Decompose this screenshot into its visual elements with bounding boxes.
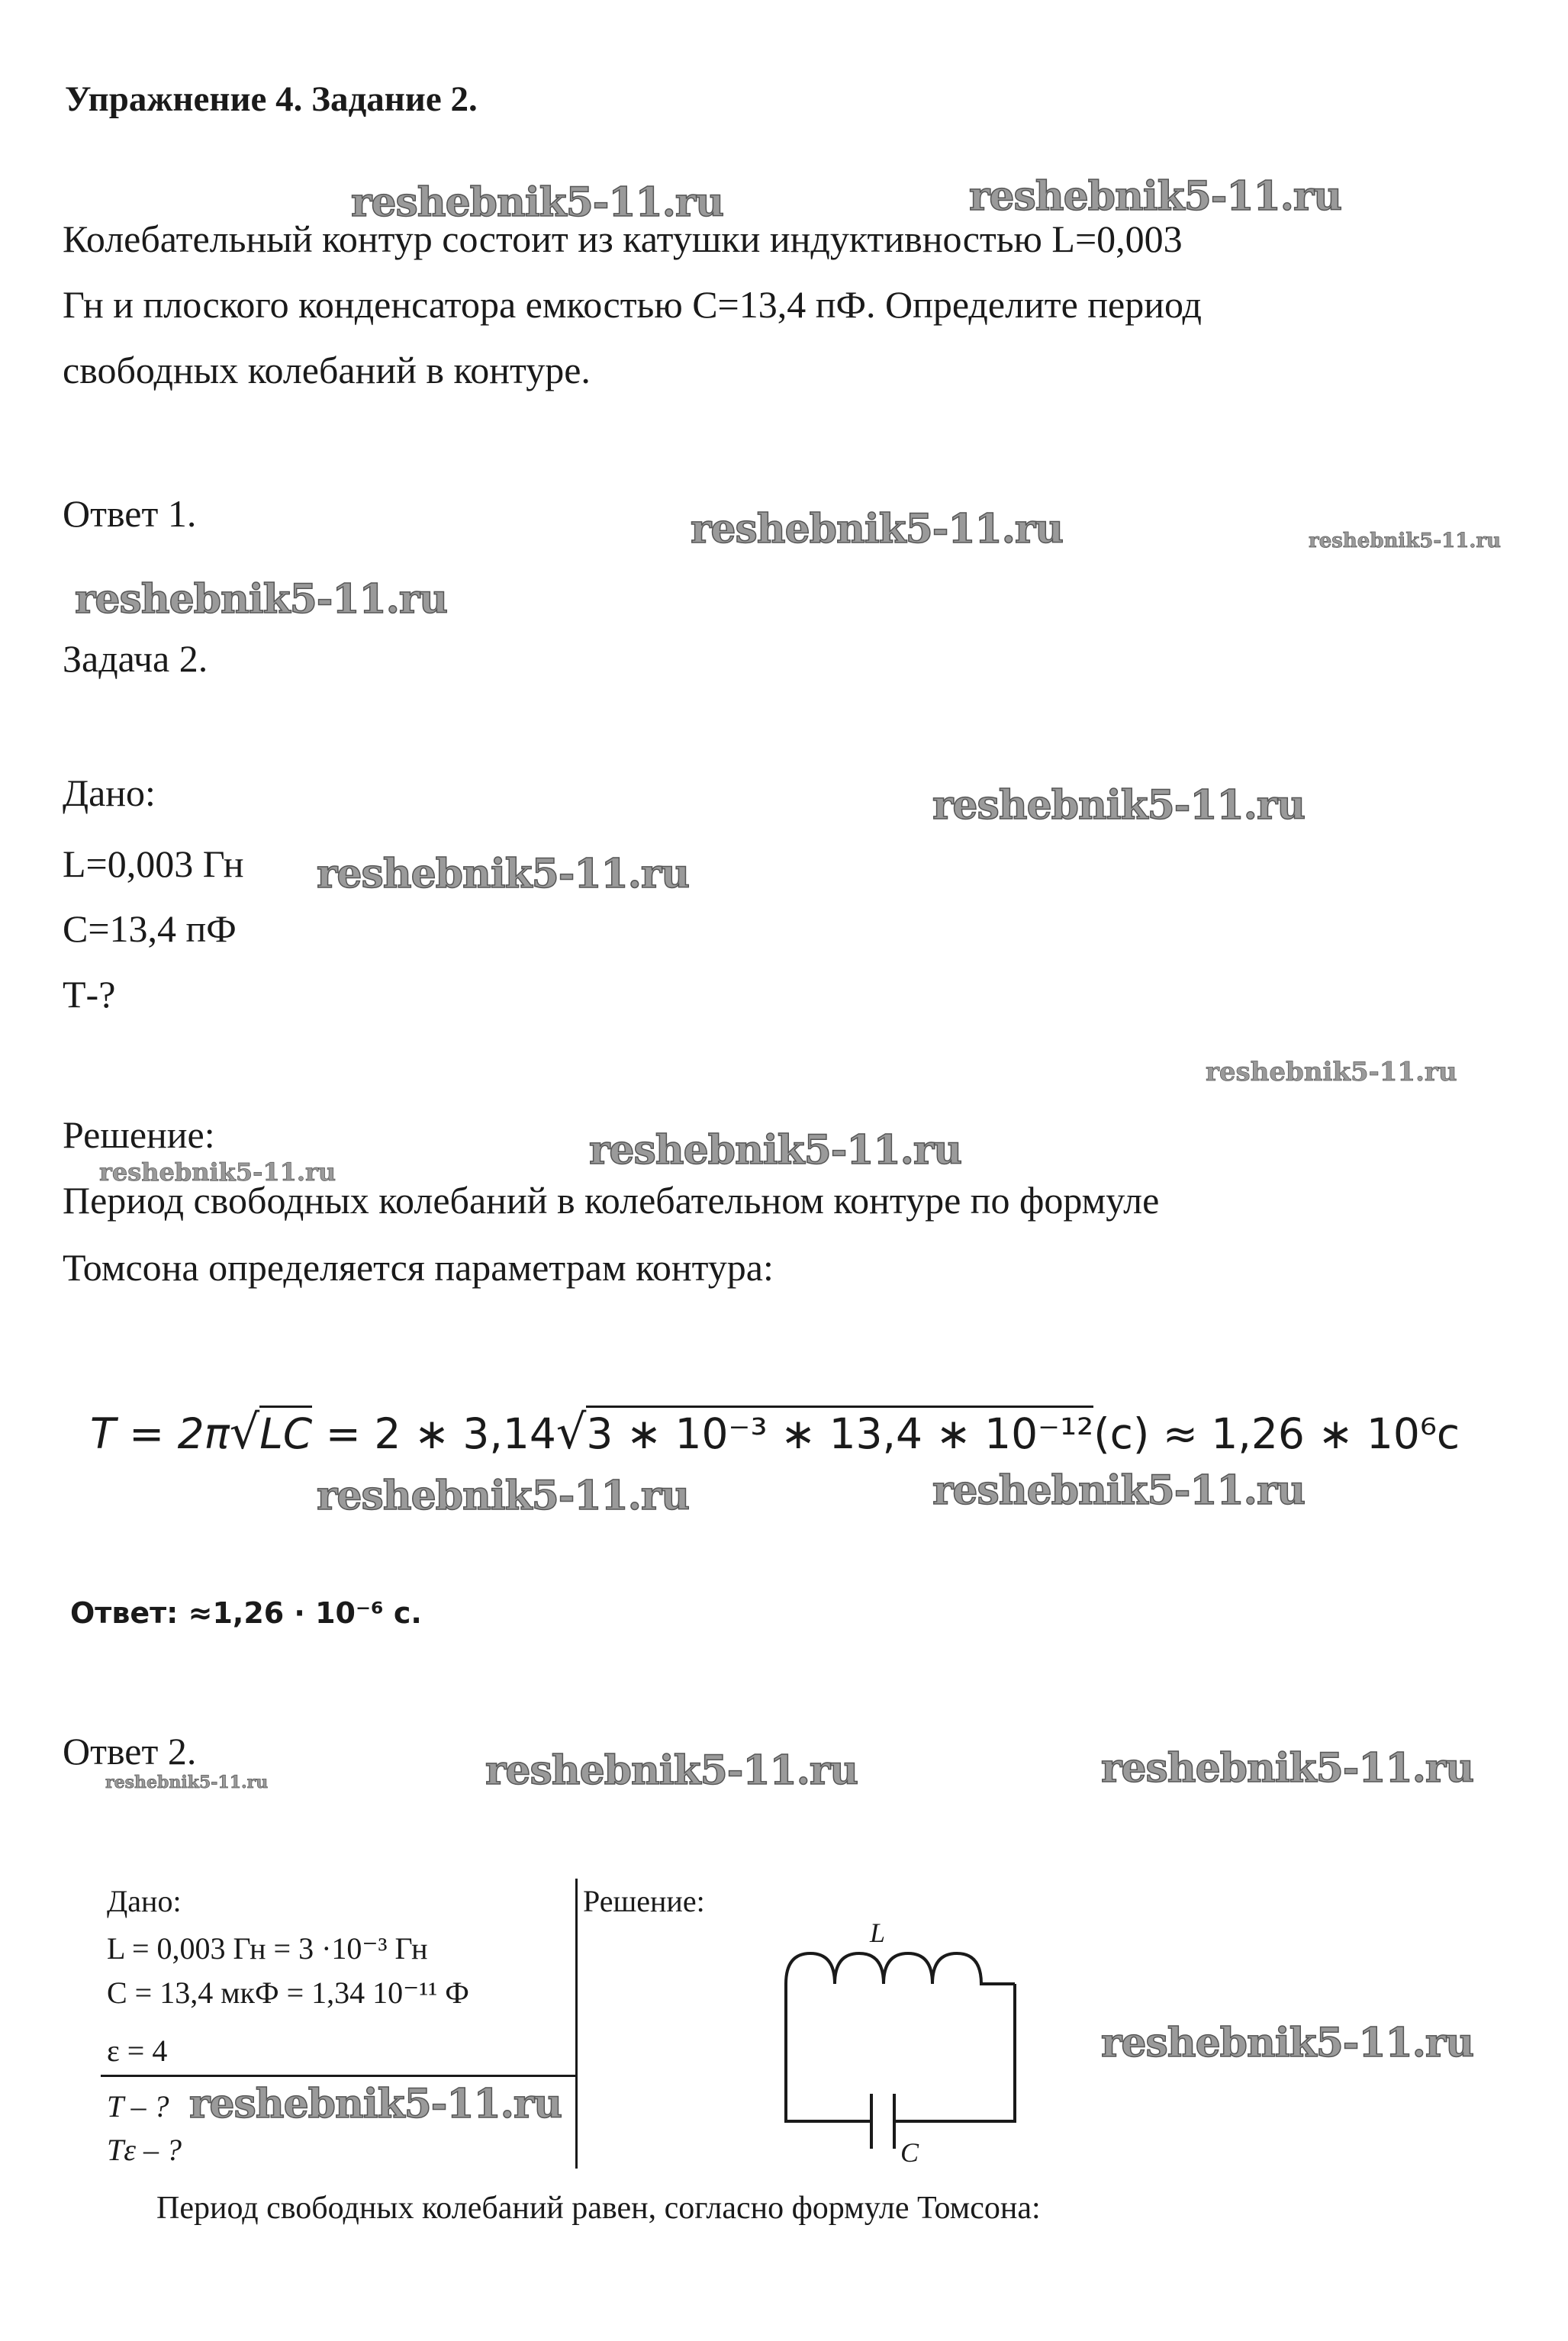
watermark: reshebnik5-11.ru (75, 576, 448, 623)
scan-given-eps: ε = 4 (107, 2033, 168, 2068)
watermark: reshebnik5-11.ru (1309, 530, 1502, 552)
formula-mid: = 2 ∗ 3,14 (312, 1409, 556, 1458)
inductor-coil-icon (786, 1953, 1015, 1984)
scan-find-T: T – ? (107, 2089, 169, 2124)
watermark: reshebnik5-11.ru (317, 1473, 690, 1519)
scan-solution-label: Решение: (583, 1884, 705, 1918)
watermark: reshebnik5-11.ru (99, 1158, 336, 1187)
watermark: reshebnik5-11.ru (1206, 1057, 1457, 1087)
problem-line-2: Гн и плоского конденсатора емкостью С=13,4 пФ. Определите период (63, 283, 1202, 326)
circuit-label-C: C (900, 2137, 919, 2168)
sqrt-LC: √LC (229, 1404, 313, 1460)
given-C: С=13,4 пФ (63, 907, 237, 950)
watermark: reshebnik5-11.ru (351, 179, 724, 226)
circuit-label-L: L (870, 1918, 886, 1948)
watermark: reshebnik5-11.ru (105, 1773, 269, 1792)
task-label: Задача 2. (63, 637, 208, 680)
given-divider (101, 2075, 577, 2077)
given-L: L=0,003 Гн (63, 842, 244, 885)
answer2-label: Ответ 2. (63, 1730, 197, 1773)
page-heading: Упражнение 4. Задание 2. (65, 79, 478, 119)
sqrt-values-content: 3 ∗ 10⁻³ ∗ 13,4 ∗ 10⁻¹² (586, 1406, 1093, 1458)
solution-label: Решение: (63, 1113, 215, 1156)
scan-bottom-line: Период свободных колебаний равен, согласно формуле Томсона: (156, 2191, 1041, 2226)
problem-line-1: Колебательный контур состоит из катушки индуктивностью L=0,003 (63, 217, 1183, 260)
thomson-formula (90, 1404, 1460, 1460)
scan-given-label: Дано: (107, 1884, 182, 1918)
lc-circuit-diagram (771, 1923, 1030, 2152)
solution-line-1: Период свободных колебаний в колебательном контуре по формуле (63, 1179, 1160, 1222)
problem-line-3: свободных колебаний в контуре. (63, 349, 591, 391)
watermark: reshebnik5-11.ru (589, 1127, 962, 1174)
circuit-left-wire (786, 1984, 871, 2121)
watermark: reshebnik5-11.ru (932, 782, 1306, 829)
watermark: reshebnik5-11.ru (1101, 2020, 1474, 2066)
circuit-right-wire (894, 1984, 1015, 2121)
answer1-final: Ответ: ≈1,26 · 10⁻⁶ с. (70, 1596, 422, 1630)
answer1-label: Ответ 1. (63, 492, 197, 535)
scan-find-Teps: Tε – ? (107, 2133, 182, 2167)
watermark: reshebnik5-11.ru (932, 1467, 1306, 1514)
given-label: Дано: (63, 771, 156, 814)
watermark: reshebnik5-11.ru (189, 2081, 562, 2127)
vertical-divider (575, 1879, 578, 2169)
given-T: Т-? (63, 973, 116, 1016)
watermark: reshebnik5-11.ru (691, 506, 1064, 552)
scan-given-C: C = 13,4 мкФ = 1,34 10⁻¹¹ Ф (107, 1976, 469, 2010)
formula-lhs: T = 2π (90, 1409, 230, 1458)
watermark: reshebnik5-11.ru (317, 851, 690, 897)
formula-rhs: (c) ≈ 1,26 ∗ 10⁶c (1093, 1409, 1460, 1458)
sqrt-LC-content: LC (259, 1406, 312, 1458)
scan-given-L: L = 0,003 Гн = 3 ·10⁻³ Гн (107, 1931, 428, 1966)
solution-line-2: Томсона определяется параметрам контура: (63, 1246, 774, 1289)
sqrt-values: √3 ∗ 10⁻³ ∗ 13,4 ∗ 10⁻¹² (555, 1404, 1094, 1460)
watermark: reshebnik5-11.ru (485, 1747, 858, 1794)
watermark: reshebnik5-11.ru (1101, 1745, 1474, 1792)
watermark: reshebnik5-11.ru (969, 173, 1342, 220)
